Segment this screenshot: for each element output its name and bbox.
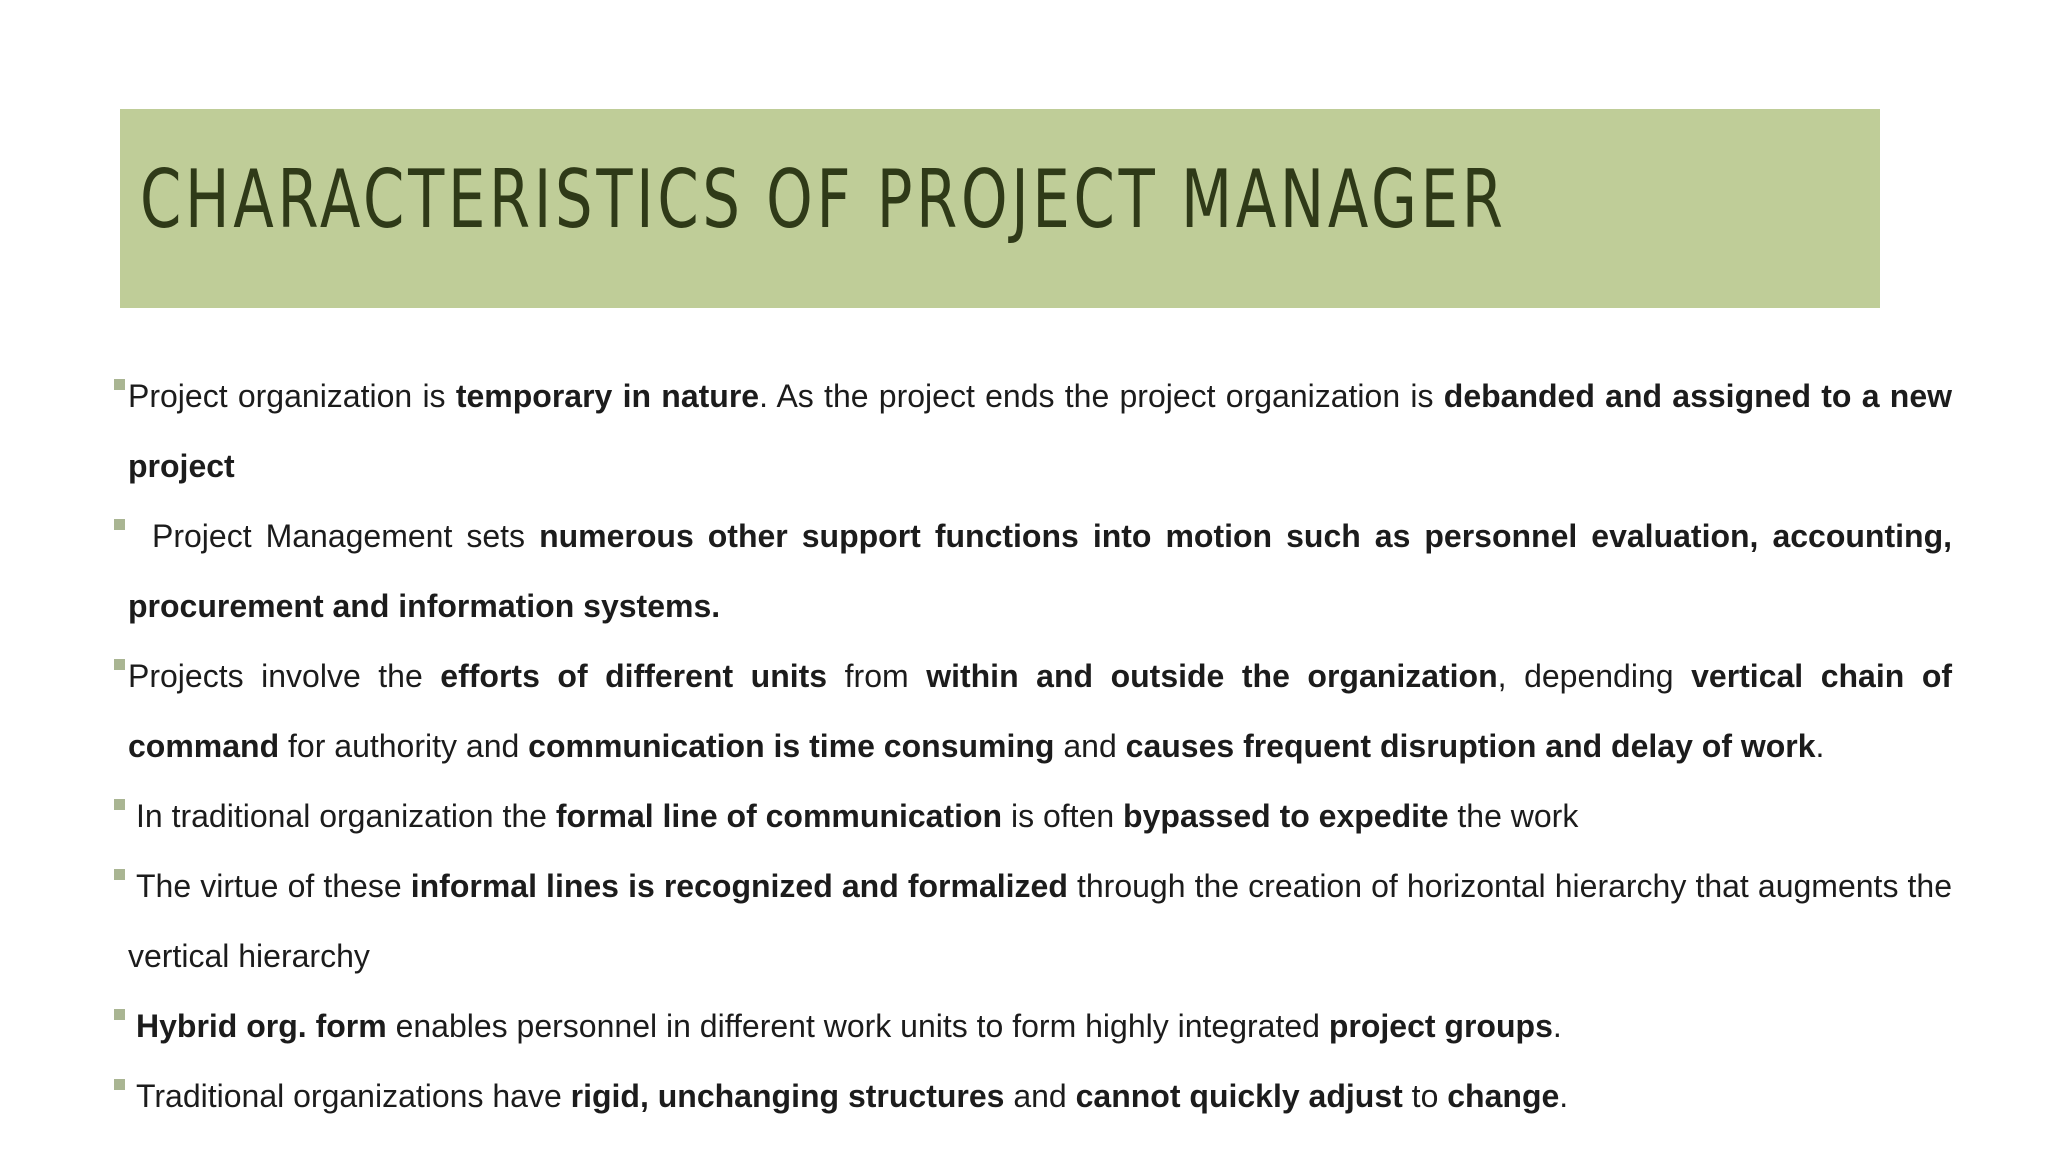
bullet-item	[112, 361, 1952, 501]
bullet-item	[112, 1061, 1952, 1131]
bullet-text: Project organization is temporary in nature. As the project ends the project organization is debanded and assigned to a new project	[128, 378, 1953, 484]
square-bullet-icon	[114, 519, 125, 530]
square-bullet-icon	[114, 799, 125, 810]
title-bar	[120, 109, 1880, 308]
square-bullet-icon	[114, 379, 125, 390]
bullet-text: Projects involve the efforts of different units from within and outside the organization, depending vertical chain of command for authority and communication is time consuming and causes frequent disruption and delay of work.	[128, 658, 1953, 764]
square-bullet-icon	[114, 1009, 125, 1020]
bullet-text: Traditional organizations have rigid, unchanging structures and cannot quickly adjust to change.	[136, 1078, 1569, 1114]
slide-title: CHARACTERISTICS OF PROJECT MANAGER	[140, 153, 1507, 246]
bullet-list	[112, 361, 1952, 1131]
bullet-item	[112, 501, 1952, 641]
bullet-item	[112, 641, 1952, 781]
bullet-item	[112, 781, 1952, 851]
bullet-item	[112, 991, 1952, 1061]
bullet-text: The virtue of these informal lines is recognized and formalized through the creation of horizontal hierarchy that augments the vertical hierarchy	[128, 868, 1953, 974]
bullet-text: In traditional organization the formal line of communication is often bypassed to expedite the work	[136, 798, 1579, 834]
bullet-text: Hybrid org. form enables personnel in different work units to form highly integrated project groups.	[136, 1008, 1562, 1044]
bullet-item	[112, 851, 1952, 991]
bullet-text: Project Management sets numerous other support functions into motion such as personnel evaluation, accounting, procurement and information systems.	[128, 518, 1953, 624]
square-bullet-icon	[114, 659, 125, 670]
square-bullet-icon	[114, 1079, 125, 1090]
square-bullet-icon	[114, 869, 125, 880]
